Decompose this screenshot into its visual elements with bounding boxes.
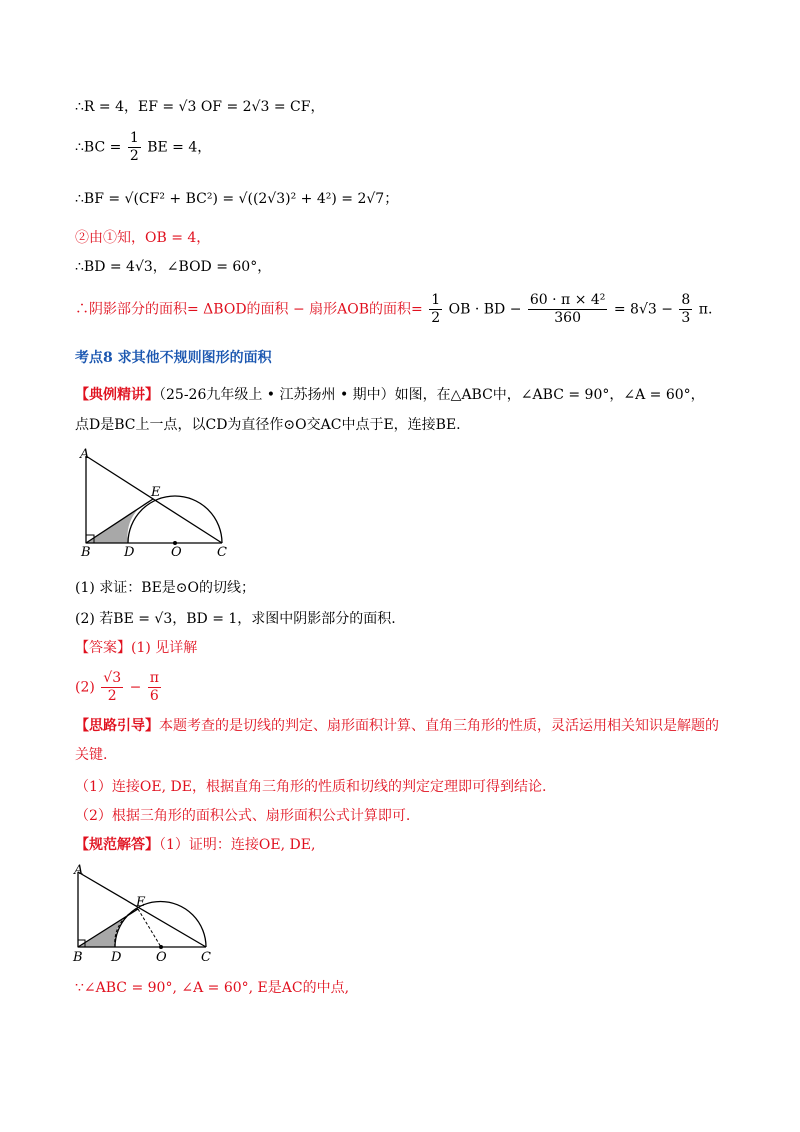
solution-line-4: ②由①知，OB = 4， — [75, 230, 211, 246]
label-A: A — [74, 863, 84, 878]
question-1: (1) 求证：BE是⊙O的切线； — [75, 580, 255, 596]
label-O: O — [156, 950, 167, 965]
label-O: O — [171, 545, 182, 560]
section-title: 考点8 求其他不规则图形的面积 — [75, 350, 272, 366]
answer-line-1: 【答案】(1) 见详解 — [75, 640, 198, 656]
label-E: E — [136, 895, 146, 910]
label-D: D — [111, 950, 122, 965]
solution-line-6: ∴阴影部分的面积= ΔBOD的面积 − 扇形AOB的面积= $\frac{1}{2}$ OB · BD − $\frac{\text{60 · π × 4²}}{360}$ = 8√3 − $\frac{8}{3}$ π. — [75, 292, 713, 326]
label-A: A — [80, 448, 90, 462]
answer-line-2: (2) $\frac{√3}{2}$ − $\frac{\pi}{6}$ — [75, 670, 159, 704]
fraction-root3-over-2: $\frac{√3}{2}$ — [103, 670, 122, 704]
guide-line-1: 【思路引导】本题考查的是切线的判定、扇形面积计算、直角三角形的性质，灵活运用相关知识是解题的 — [75, 718, 719, 734]
solution-line-5: ∴BD = 4√3，∠BOD = 60°， — [75, 259, 272, 275]
label-B: B — [73, 950, 83, 965]
fraction-pi-over-6: $\frac{\pi}{6}$ — [149, 670, 159, 704]
figure-triangle-semicircle-2 — [70, 862, 220, 970]
fraction-one-half: $\frac{1}{2}$ — [129, 130, 139, 164]
solution-intro: 【规范解答】（1）证明：连接OE, DE, — [75, 837, 316, 853]
question-2: (2) 若BE = √3，BD = 1，求图中阴影部分的面积. — [75, 611, 396, 627]
fraction-sector: $\frac{\text{60 · π × 4²}}{360}$ — [529, 292, 606, 326]
label-C: C — [217, 545, 227, 560]
solution-line-1: ∴R = 4，EF = √3 OF = 2√3 = CF， — [75, 99, 325, 115]
label-C: C — [201, 950, 211, 965]
solution-line-3: ∴BF = √(CF² + BC²) = √((2√3)² + 4²) = 2√7； — [75, 191, 399, 207]
solution-last-line: ∵∠ABC = 90°, ∠A = 60°, E是AC的中点, — [75, 980, 350, 996]
figure-triangle-semicircle-1 — [78, 448, 238, 563]
guide-step-1: （1）连接OE, DE，根据直角三角形的性质和切线的判定定理即可得到结论. — [75, 779, 547, 795]
guide-line-2: 关键. — [75, 747, 108, 763]
example-line-1: 【典例精讲】（25-26九年级上 • 江苏扬州 • 期中）如图，在△ABC中，∠ABC = 90°，∠A = 60°， — [75, 387, 705, 403]
label-D: D — [124, 545, 135, 560]
label-B: B — [81, 545, 91, 560]
guide-step-2: （2）根据三角形的面积公式、扇形面积公式计算即可. — [75, 808, 411, 824]
fraction-eight-thirds: $\frac{8}{3}$ — [681, 292, 691, 326]
solution-line-2: ∴BC = $\frac{1}{2}$ BE = 4， — [75, 130, 212, 164]
fraction-half: $\frac{1}{2}$ — [431, 292, 441, 326]
label-E: E — [151, 485, 161, 500]
example-line-2: 点D是BC上一点，以CD为直径作⊙O交AC中点于E，连接BE. — [75, 417, 461, 433]
